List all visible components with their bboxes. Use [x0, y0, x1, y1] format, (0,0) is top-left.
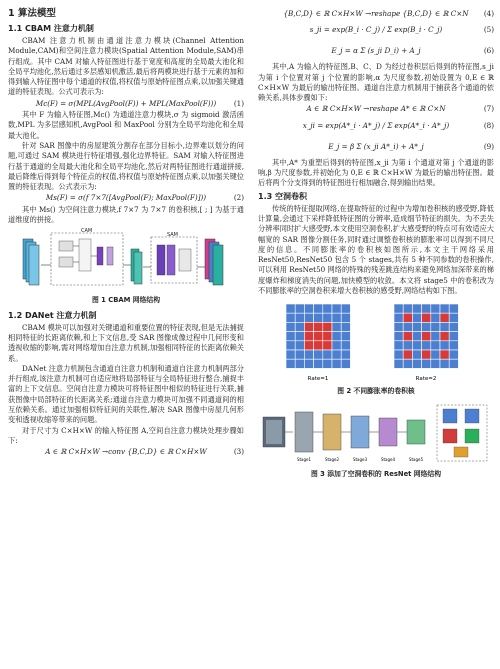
kernel-cell [394, 314, 403, 323]
kernel-cell [431, 332, 440, 341]
kernel-cell [341, 332, 350, 341]
equation-number: (7) [483, 104, 494, 114]
input-feature-map [23, 239, 39, 285]
equation-number: (8) [483, 120, 494, 130]
kernel-cell [295, 304, 304, 313]
kernel-cell-active [440, 314, 449, 323]
paragraph: 其中,A* 为重塑后得到的特征图,x_ji 为第 i 个通道对第 j 个通道的影响,β 为尺度参数,并初始化为 0,E ∈ ℝ C×H×W 为最后的输出特征图。最后将两个分支得到的特征图进行相加融合,得到输出结果。 [258, 157, 494, 188]
equation-number: (2) [233, 193, 244, 203]
equation-text: A ∈ ℝ C×H×W →conv {B,C,D} ∈ ℝ C×H×W [45, 447, 207, 457]
kernel-cell [314, 314, 323, 323]
equation-text: s_ji = exp(B_i · C_j) / Σ exp(B_i · C_j) [309, 25, 443, 35]
kernel-cell [403, 323, 412, 332]
equation-number: (1) [233, 98, 244, 108]
kernel-cell [323, 304, 332, 313]
kernel-cell [394, 341, 403, 350]
kernel-cell [332, 323, 341, 332]
kernel-cell [403, 360, 412, 369]
kernel-cell [431, 304, 440, 313]
kernel-cell-active [304, 332, 313, 341]
kernel-cell [412, 323, 421, 332]
kernel-cell [394, 323, 403, 332]
paragraph: 对于尺寸为 C×H×W 的输入特征图 A,空间自注意力模块处理步骤如下: [8, 425, 244, 445]
kernel-cell [323, 314, 332, 323]
figure-resnet [261, 401, 491, 467]
rate2-label: Rate=2 [415, 376, 437, 383]
kernel-cell [295, 314, 304, 323]
kernel-cell [449, 323, 458, 332]
rate1-label: Rate=1 [307, 376, 329, 383]
output-feature-map [205, 239, 223, 285]
kernel-cell [440, 304, 449, 313]
kernel-cell-active [403, 332, 412, 341]
kernel-cell [394, 304, 403, 313]
right-column [258, 8, 494, 483]
kernel-cell [412, 332, 421, 341]
kernel-cell [304, 304, 313, 313]
kernel-cell [314, 350, 323, 359]
figure-caption: 图 2 不同膨胀率的卷积核 [337, 387, 415, 396]
equation-number: (9) [483, 141, 494, 151]
kernel-cell [431, 341, 440, 350]
equation-text: Ms(F) = σ(f 7×7([AvgPool(F); MaxPool(F)])) [45, 193, 207, 203]
kernel-cell [422, 304, 431, 313]
subsection-title-cbam: 1.1 CBAM 注意力机制 [8, 24, 94, 33]
kernel-cell [341, 314, 350, 323]
equation-text: {B,C,D} ∈ ℝ C×H×W →reshape {B,C,D} ∈ ℝ C×N [283, 9, 469, 18]
kernel-cell [431, 314, 440, 323]
stage-label: Stage4 [380, 456, 396, 462]
kernel-cell [449, 332, 458, 341]
kernel-cell [449, 341, 458, 350]
kernel-cell-active [323, 341, 332, 350]
kernel-cell [341, 341, 350, 350]
figure-caption: 图 1 CBAM 网络结构 [91, 296, 160, 305]
subsection-title-dilated: 1.3 空洞卷积 [258, 191, 307, 201]
paragraph: CBAM 注意力机制由通道注意力模块(Channel Attention Module,CAM)和空间注意力模块(Spatial Attention Module,SAM)串行组成。其中 CAM 对输入特征图进行基于宽度和高度的全局最大池化和全局平均池化,然后通过多层感知机激活,最后将两模块进行基于元素的加和得到输入特征图中每个通道的权值,将权值与原始特征图点乘,以加强关键通道的特征表现。公式可表示为: [8, 36, 244, 97]
paragraph: 传统的特征提取网络,在提取特征的过程中为增加卷积核的感受野,降低计算量,会通过下采样降低特征图的分辨率,造成细节特征的损失。为不丢失分辨率同时扩大感受野,本文使用空洞卷积,扩大感受野的特点可有效适应大幅宽的 SAR 图像分割任务,同时通过调整卷积核的膨胀率可以得到不同尺度的信息。不同膨胀率的卷积核如图所示,本文主干网络采用 ResNet50,ResNet50 包含 5 个 stages,共有 5 种不同参数的卷积操作,可以利用 ResNet50 网络的特殊的残差跳连结构来避免网络加深带来的梯度爆炸和梯度消失的问题,加快模型的收敛。本文将 stage5 中的卷积改为不同膨胀率的空洞卷积来增大卷积核的感受野,网络结构如下图。 [258, 203, 494, 296]
resnet-diagram [261, 401, 491, 467]
section-title: 1 算法模型 [8, 8, 56, 19]
kernel-cell [412, 304, 421, 313]
equation-text: Mc(F) = σ(MPL(AvgPool(F)) + MPL(MaxPool(F))) [35, 98, 217, 108]
kernel-cell [403, 341, 412, 350]
kernel-cell [341, 350, 350, 359]
cam-label: CAM [81, 228, 93, 235]
kernel-cell [323, 350, 332, 359]
kernel-cell [431, 360, 440, 369]
kernel-cell [412, 314, 421, 323]
kernel-cell [286, 350, 295, 359]
stage-block [323, 414, 341, 450]
kernel-cell [286, 314, 295, 323]
equation-text: x_ji = exp(A*_i · A*_j) / Σ exp(A*_i · A*_j) [302, 120, 450, 130]
kernel-cell [422, 341, 431, 350]
kernel-cell [332, 314, 341, 323]
stage-block [407, 420, 425, 444]
kernel-cell-active [440, 332, 449, 341]
kernel-cell [440, 323, 449, 332]
cbam-diagram [19, 227, 233, 293]
kernel-cell [449, 304, 458, 313]
paragraph: CBAM 模块可以加强对关键通道和重要位置的特征表现,但是无法捕捉相同特征的长距离依赖,和上下文信息,受 SAR 图像成像过程中几何形变和透视收缩的影响,需对网络增加自注意力机制,加强相同特征的长距离依赖关系。 [8, 322, 244, 363]
kernel-cell [332, 360, 341, 369]
kernel-cell [286, 304, 295, 313]
kernel-cell [403, 304, 412, 313]
kernel-cell-active [314, 323, 323, 332]
kernel-cell [412, 341, 421, 350]
kernel-cell [412, 360, 421, 369]
equation-4 [258, 9, 494, 19]
stage-label: Stage5 [408, 456, 424, 462]
kernel-cell [314, 360, 323, 369]
equation-2 [8, 193, 244, 203]
equation-6 [258, 41, 494, 61]
equation-number: (3) [233, 447, 244, 457]
figure-dilated-kernels [276, 298, 476, 384]
stage-label: Stage2 [324, 456, 340, 462]
kernel-cell [286, 323, 295, 332]
kernel-cell [295, 332, 304, 341]
kernel-cell [323, 360, 332, 369]
stage-blocks [295, 412, 425, 462]
kernel-cell [440, 360, 449, 369]
equation-number: (4) [483, 9, 494, 18]
kernel-cell-active [403, 314, 412, 323]
equation-text: E_j = α Σ (s_ji D_i) + A_j [331, 46, 421, 56]
figure-cbam [19, 227, 233, 293]
equation-8 [258, 116, 494, 136]
stage-block [351, 416, 369, 448]
kernel-cell-active [422, 332, 431, 341]
stage-block [379, 418, 397, 446]
kernel-cell [286, 341, 295, 350]
equation-number: (6) [483, 46, 494, 56]
kernel-cell [449, 314, 458, 323]
kernel-cell [449, 350, 458, 359]
equation-1 [8, 99, 244, 109]
stage-label: Stage1 [296, 456, 312, 462]
equation-7 [258, 104, 494, 114]
stage-label: Stage3 [352, 456, 368, 462]
kernel-cell-active [403, 350, 412, 359]
kernel-cell [341, 323, 350, 332]
kernel-cell-active [323, 332, 332, 341]
stage-block [295, 412, 313, 452]
kernel-cell [394, 360, 403, 369]
equation-5 [258, 20, 494, 40]
kernel-cell-active [314, 341, 323, 350]
kernel-cell [431, 350, 440, 359]
kernel-cell [295, 323, 304, 332]
kernel-cell [304, 360, 313, 369]
kernel-cell [422, 360, 431, 369]
dilated-kernels [443, 409, 479, 457]
kernel-cell [286, 360, 295, 369]
kernel-cell [332, 350, 341, 359]
kernel-cell [449, 360, 458, 369]
kernel-grid-rate2 [394, 304, 458, 368]
kernel-cell [394, 332, 403, 341]
figure-caption: 图 3 添加了空洞卷积的 ResNet 网络结构 [311, 469, 441, 478]
kernel-cell [295, 350, 304, 359]
kernel-cell [332, 332, 341, 341]
kernel-cell-active [304, 341, 313, 350]
kernel-cell [332, 341, 341, 350]
sam-label: SAM [167, 232, 179, 239]
paragraph: 针对 SAR 图像中的房屋建筑分割存在部分目标小,边界难以划分的问题,可通过 SAM 模块进行特征增强,强化边界特征。SAM 对输入特征图进行基于通道的全局最大池化和全局平均池化,然后对两特征图进行通道拼接,最后降维后得到每个特征点的权值,将权值与原始特征图点乘,以加强关键位置的特征表现。公式表示为: [8, 140, 244, 192]
equation-text: E_j = β Σ (x_ji A*_i) + A*_j [328, 141, 424, 151]
kernel-cell [412, 350, 421, 359]
kernel-cell [304, 350, 313, 359]
kernel-cell-active [323, 323, 332, 332]
paragraph: 其中 F 为输入特征图,Mc() 为通道注意力模块,σ 为 sigmoid 激活函数,MPL 为多层感知机,AvgPool 和 MaxPool 分别为全局平均池化和全局最大池化。 [8, 110, 244, 140]
kernel-cell-active [440, 350, 449, 359]
kernel-cell [304, 314, 313, 323]
kernel-cell [295, 341, 304, 350]
kernel-grid-rate1 [286, 304, 350, 368]
kernel-cell-active [422, 350, 431, 359]
kernel-cell [332, 304, 341, 313]
kernel-cell [422, 323, 431, 332]
paragraph: 其中,A 为输入的特征图,B、C、D 为经过卷积层后得到的特征图,s_ji 为第 i 个位置对第 j 个位置的影响,α 为尺度参数,初始设置为 0,E ∈ ℝ C×H×W 为最后的输出特征图。通道自注意力机制用于捕获各个通道的依赖关系,具体步骤如下: [258, 62, 494, 103]
kernel-cell [394, 350, 403, 359]
kernel-cell [431, 323, 440, 332]
equation-text: A ∈ ℝ C×H×W →reshape A* ∈ ℝ C×N [306, 104, 446, 114]
kernel-cell [440, 341, 449, 350]
equation-3 [8, 447, 244, 457]
kernel-cell [341, 360, 350, 369]
kernel-cell [286, 332, 295, 341]
kernel-cell-active [304, 323, 313, 332]
left-column [8, 8, 244, 459]
kernel-cell [314, 304, 323, 313]
subsection-title-danet: 1.2 DANet 注意力机制 [8, 310, 97, 320]
kernel-cell-active [422, 314, 431, 323]
equation-9 [258, 137, 494, 157]
kernel-cell-active [314, 332, 323, 341]
kernel-cell [295, 360, 304, 369]
paragraph: DANet 注意力机制包含通道自注意力机制和通道自注意力机制两部分并行组成,该注意力机制可自适应地将局部特征与全局特征进行整合,捕捉丰富的上下文信息。空间自注意力模块可将特征图中相似的特征进行关联,捕获图像中局部特征的长距离关系;通道自注意力模块可加强不同通道间的相互依赖关系。通过加强相似特征间的关联性,解决 SAR 图像中房屋几何形变和透视收缩等带来的问题。 [8, 363, 244, 425]
kernel-cell [341, 304, 350, 313]
kernel-grids [276, 298, 476, 384]
paragraph: 其中 Ms() 为空间注意力模块,f 7×7 为 7×7 的卷积核,[ ; ] 为基于通道维度的拼接。 [8, 204, 244, 225]
equation-number: (5) [483, 25, 494, 35]
